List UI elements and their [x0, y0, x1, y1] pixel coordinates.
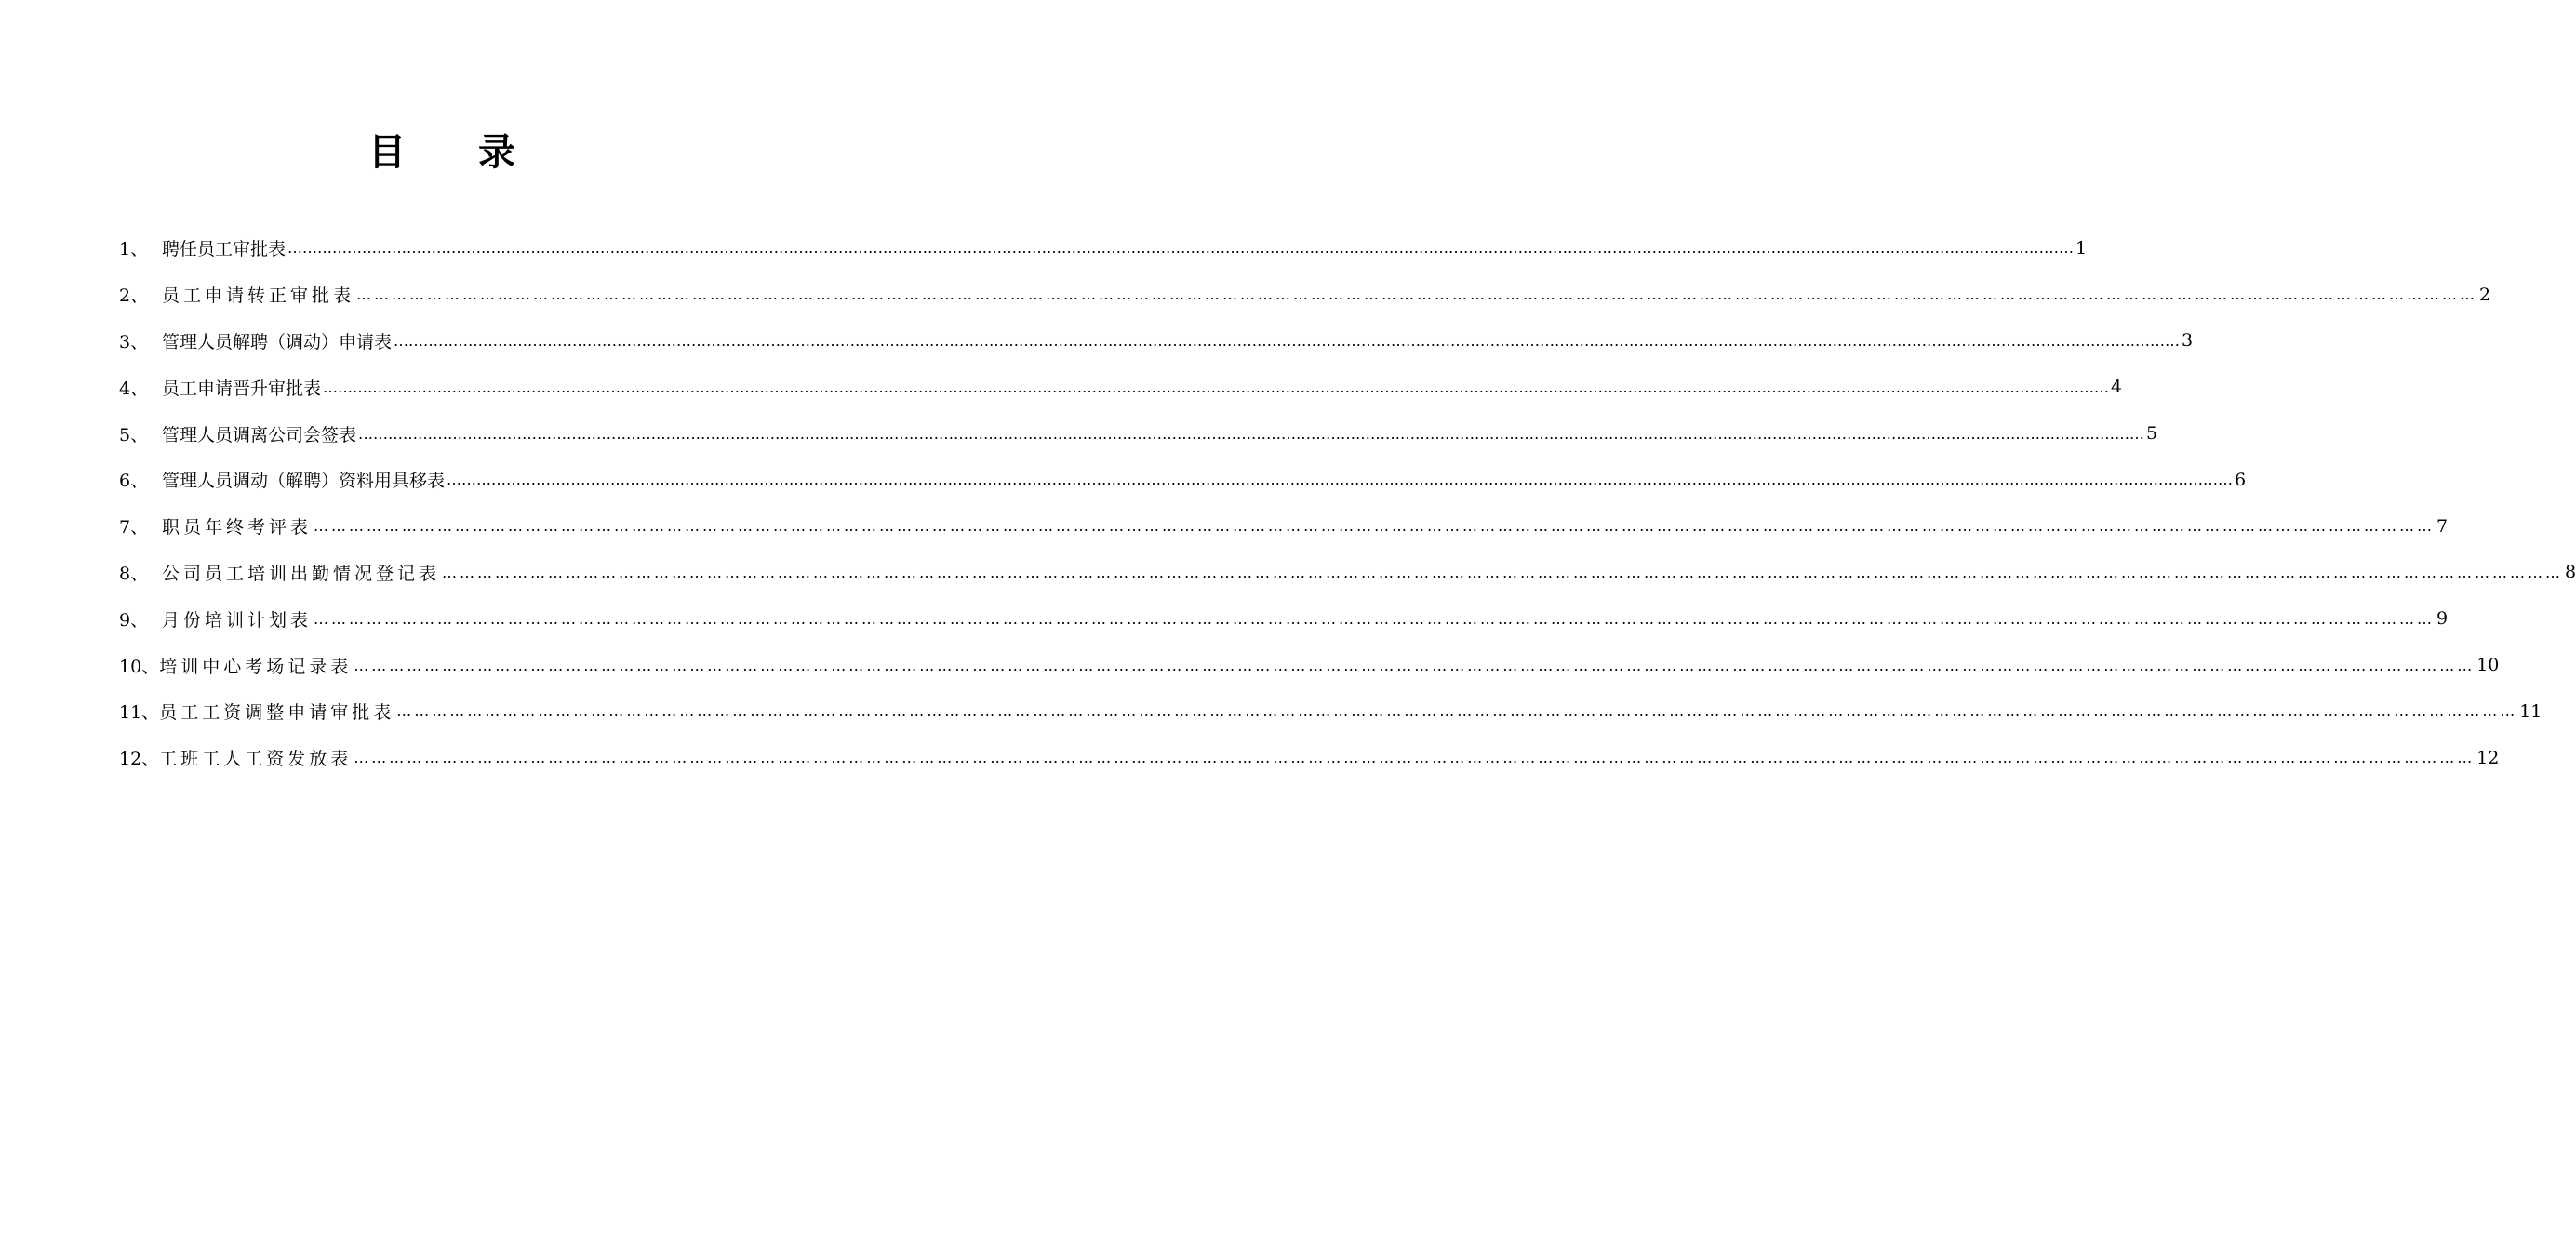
toc-entry[interactable]: [119, 503, 2449, 550]
toc-entry-label: 员工工资调整申请审批表: [159, 702, 395, 724]
toc-entry-label: 员工申请晋升审批表: [162, 378, 322, 399]
toc-entry-number: 4、: [119, 378, 149, 399]
toc-entry-label: 管理人员调动（解聘）资料用具移表: [162, 471, 446, 492]
title-char-2: 录: [478, 131, 515, 174]
toc-entry-page-number: 5: [2146, 423, 2158, 445]
table-of-contents: [119, 225, 2576, 781]
toc-entry-leader: ………………………………………………………………………………………………………………………………………………………………………………………………………………………………………………………………………………………………………………………………: [354, 749, 2476, 767]
toc-entry[interactable]: [119, 410, 2158, 457]
toc-entry-number: 3、: [119, 331, 149, 352]
toc-entry-number: 9、: [119, 609, 149, 631]
toc-entry-page-number: 8: [2565, 562, 2576, 583]
toc-entry[interactable]: [119, 735, 2500, 781]
toc-entry-leader: ………………………………………………………………………………………………………………………………………………………………………………………………………………………………………………………………………………………………………………………………: [287, 239, 2075, 258]
toc-entry[interactable]: [119, 595, 2449, 642]
toc-entry-number: 6、: [119, 471, 149, 492]
toc-entry-label: 管理人员调离公司会签表: [162, 424, 357, 445]
toc-entry-page-number: 10: [2476, 655, 2500, 676]
toc-entry-label: 职员年终考评表: [162, 517, 313, 539]
toc-entry-number: 11、: [119, 702, 160, 724]
page-title: [0, 128, 884, 177]
toc-entry-leader: ………………………………………………………………………………………………………………………………………………………………………………………………………………………………………………………………………………………………………………………………: [442, 563, 2564, 581]
toc-entry-leader: ………………………………………………………………………………………………………………………………………………………………………………………………………………………………………………………………………………………………………………………………: [447, 471, 2234, 489]
toc-entry-label: 公司员工培训出勤情况登记表: [162, 563, 441, 584]
toc-entry-number: 12、: [119, 749, 160, 770]
toc-entry-page-number: 3: [2182, 330, 2194, 352]
toc-entry-page-number: 7: [2436, 515, 2449, 537]
toc-entry[interactable]: [119, 272, 2491, 318]
toc-entry-page-number: 11: [2519, 700, 2543, 722]
toc-entry-leader: ………………………………………………………………………………………………………………………………………………………………………………………………………………………………………………………………………………………………………………………………: [356, 286, 2478, 304]
toc-entry-number: 1、: [119, 239, 149, 260]
toc-entry[interactable]: [119, 318, 2194, 365]
toc-entry-leader: ………………………………………………………………………………………………………………………………………………………………………………………………………………………………………………………………………………………………………………………………: [323, 378, 2110, 396]
toc-entry-leader: ………………………………………………………………………………………………………………………………………………………………………………………………………………………………………………………………………………………………………………………………: [354, 656, 2476, 674]
toc-entry-leader: ………………………………………………………………………………………………………………………………………………………………………………………………………………………………………………………………………………………………………………………………: [358, 424, 2145, 443]
toc-entry-leader: ………………………………………………………………………………………………………………………………………………………………………………………………………………………………………………………………………………………………………………………………: [314, 609, 2436, 628]
toc-entry-label: 工班工人工资发放表: [159, 749, 353, 770]
toc-entry-leader: ………………………………………………………………………………………………………………………………………………………………………………………………………………………………………………………………………………………………………………………………: [394, 331, 2181, 350]
title-char-1: 目: [368, 131, 406, 174]
toc-entry-label: 管理人员解聘（调动）申请表: [162, 331, 393, 352]
toc-entry-number: 2、: [119, 286, 149, 307]
toc-entry-label: 聘任员工审批表: [162, 239, 287, 260]
toc-entry[interactable]: [119, 364, 2123, 410]
toc-entry-number: 7、: [119, 517, 149, 539]
toc-entry-number: 10、: [119, 656, 160, 677]
toc-entry-page-number: 2: [2479, 284, 2491, 305]
toc-entry[interactable]: [119, 457, 2247, 503]
toc-entry-leader: ………………………………………………………………………………………………………………………………………………………………………………………………………………………………………………………………………………………………………………………………: [396, 702, 2518, 721]
toc-entry-number: 8、: [119, 563, 149, 584]
toc-entry-label: 员工申请转正审批表: [162, 286, 355, 307]
toc-entry-page-number: 1: [2075, 237, 2088, 259]
toc-entry[interactable]: [119, 550, 2576, 596]
toc-entry-label: 培训中心考场记录表: [159, 656, 353, 677]
toc-entry[interactable]: [119, 642, 2500, 688]
toc-entry-number: 5、: [119, 424, 149, 445]
toc-entry-page-number: 12: [2476, 747, 2500, 768]
toc-entry[interactable]: [119, 225, 2088, 272]
toc-entry-label: 月份培训计划表: [162, 609, 313, 631]
toc-entry-page-number: 6: [2235, 469, 2247, 490]
toc-entry[interactable]: [119, 688, 2543, 735]
toc-entry-page-number: 4: [2111, 377, 2123, 398]
toc-entry-leader: ………………………………………………………………………………………………………………………………………………………………………………………………………………………………………………………………………………………………………………………………: [314, 517, 2436, 536]
toc-entry-page-number: 9: [2436, 608, 2449, 630]
